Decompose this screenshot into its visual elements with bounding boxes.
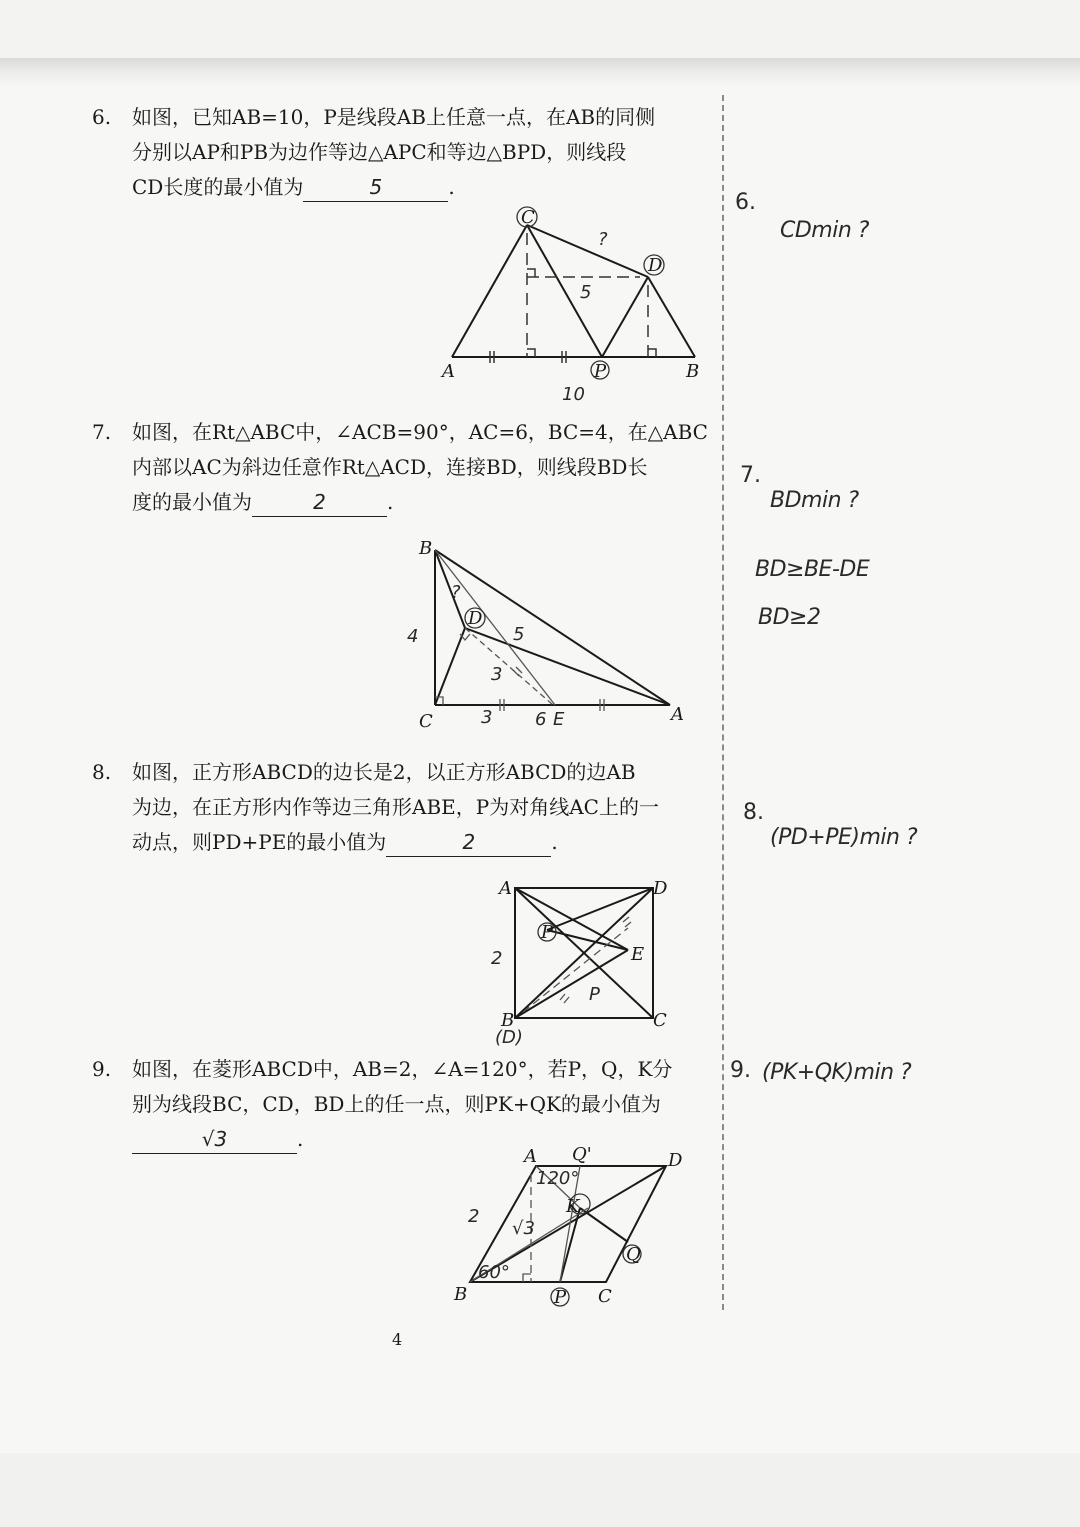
answer-blank (386, 828, 551, 857)
vertex-label-c: C (521, 207, 535, 228)
handwritten-sqrt3: √3 (512, 1218, 535, 1239)
figure-9 (448, 1142, 718, 1316)
handwritten-note-6: CDmin ? (780, 218, 869, 243)
vertex-label-e: E (553, 709, 565, 730)
problem-text-line: 度的最小值为 (132, 490, 252, 514)
handwritten-answer: 2 (313, 490, 326, 514)
problem-7 (92, 415, 712, 520)
problem-8 (92, 755, 712, 860)
problem-text-line: 如图，已知AB=10，P是线段AB上任意一点，在AB的同侧 (132, 105, 656, 129)
handwritten-four: 4 (407, 626, 419, 647)
segment-ac (452, 225, 527, 357)
right-angle-mark (527, 349, 535, 357)
handwritten-note-7: BDmin ? (770, 488, 859, 513)
vertex-label-p: P (594, 361, 607, 382)
problem-number: 8. (92, 760, 112, 784)
problem-text-line: 内部以AC为斜边任意作Rt△ACD，连接BD，则线段BD长 (132, 455, 648, 479)
vertex-label-b: B (454, 1284, 468, 1305)
problem-text-line: 如图，在Rt△ABC中，∠ACB=90°，AC=6，BC=4，在△ABC (132, 420, 708, 444)
column-divider (722, 95, 724, 1310)
segment-db (648, 277, 695, 357)
handwritten-angle-120: 120° (536, 1168, 580, 1189)
scan-top-shadow (0, 58, 1080, 88)
segment-pd (602, 277, 648, 357)
scan-bottom-margin (0, 1453, 1080, 1527)
handwritten-answer: 2 (462, 830, 476, 854)
handwritten-note-9: (PK+QK)min ? (762, 1060, 912, 1085)
vertex-label-c: C (598, 1286, 612, 1307)
vertex-label-b: B (686, 361, 700, 382)
vertex-label-b: B (419, 538, 433, 559)
handwritten-note-7-line2: BD≥BE-DE (755, 557, 870, 582)
segment-dc (435, 628, 465, 705)
handwritten-question: ? (598, 229, 608, 250)
vertex-label-d: D (648, 255, 663, 276)
problem-text-line: CD长度的最小值为 (132, 175, 304, 199)
handwritten-note-8: (PD+PE)min ? (770, 825, 918, 850)
handwritten-three: 3 (481, 707, 493, 728)
handwritten-note-7-line3: BD≥2 (758, 605, 821, 630)
handwritten-five: 5 (580, 282, 592, 303)
period: . (448, 175, 455, 199)
vertex-label-c: C (653, 1010, 667, 1031)
handwritten-three: 3 (491, 664, 503, 685)
note-number: 6. (735, 190, 756, 215)
handwritten-question: ? (451, 582, 461, 603)
vertex-label-d: D (468, 608, 483, 629)
page-number: 4 (392, 1330, 403, 1349)
handwritten-angle-60: 60° (478, 1262, 510, 1283)
vertex-label-q: Q (626, 1244, 641, 1265)
handwritten-two: 2 (468, 1206, 480, 1227)
note-number: 7. (740, 463, 761, 488)
vertex-label-c: C (419, 711, 433, 732)
problem-text-line: 如图，在菱形ABCD中，AB=2，∠A=120°，若P，Q，K分 (132, 1057, 673, 1081)
problem-number: 6. (92, 105, 112, 129)
period: . (551, 830, 558, 854)
vertex-label-q-prime: Q' (572, 1144, 592, 1165)
segment-be (515, 950, 628, 1018)
problem-number: 9. (92, 1057, 112, 1081)
vertex-label-b: B (501, 1010, 515, 1031)
note-number: 9. (730, 1058, 751, 1083)
handwritten-answer: 5 (369, 175, 383, 199)
vertex-label-a: A (524, 1146, 537, 1167)
problem-text-line: 别为线段BC，CD，BD上的任一点，则PK+QK的最小值为 (132, 1092, 661, 1116)
segment-kq (580, 1208, 628, 1242)
answer-blank (252, 488, 387, 517)
handwritten-d-paren: (D) (495, 1027, 523, 1048)
problem-text-line: 为边，在正方形内作等边三角形ABE，P为对角线AC上的一 (132, 795, 659, 819)
vertex-label-a: A (671, 704, 684, 725)
segment-de (465, 628, 553, 705)
figure-7 (405, 530, 705, 739)
vertex-label-a: A (442, 361, 455, 382)
handwritten-two: 2 (491, 948, 503, 969)
vertex-label-d: D (653, 878, 668, 899)
segment-pe (547, 930, 628, 950)
right-angle-mark (523, 1274, 531, 1282)
problem-text-line: 动点，则PD+PE的最小值为 (132, 830, 387, 854)
note-number: 8. (743, 800, 764, 825)
vertex-label-e: E (631, 944, 645, 965)
figure-6 (430, 195, 720, 414)
vertex-label-p: P (541, 922, 554, 943)
handwritten-five: 5 (513, 624, 525, 645)
handwritten-answer: √3 (201, 1127, 228, 1151)
period: . (387, 490, 394, 514)
problem-text-line: 分别以AP和PB为边作等边△APC和等边△BPD，则线段 (132, 140, 627, 164)
problem-6 (92, 100, 712, 205)
period: . (297, 1127, 304, 1151)
segment-cd (527, 225, 648, 277)
answer-blank (303, 173, 448, 202)
vertex-label-p: P (554, 1287, 567, 1308)
handwritten-p: P (589, 984, 600, 1005)
right-angle-mark (527, 269, 535, 277)
handwritten-ten: 10 (562, 384, 585, 405)
vertex-label-k: K (566, 1196, 580, 1217)
segment-pd (547, 888, 653, 930)
handwritten-six: 6 (535, 709, 547, 730)
figure-8 (485, 870, 685, 1054)
vertex-label-a: A (499, 878, 512, 899)
problem-text-line: 如图，正方形ABCD的边长是2，以正方形ABCD的边AB (132, 760, 636, 784)
problem-number: 7. (92, 420, 112, 444)
right-angle-mark (648, 349, 656, 357)
vertex-label-d: D (668, 1150, 683, 1171)
answer-blank (132, 1125, 297, 1154)
